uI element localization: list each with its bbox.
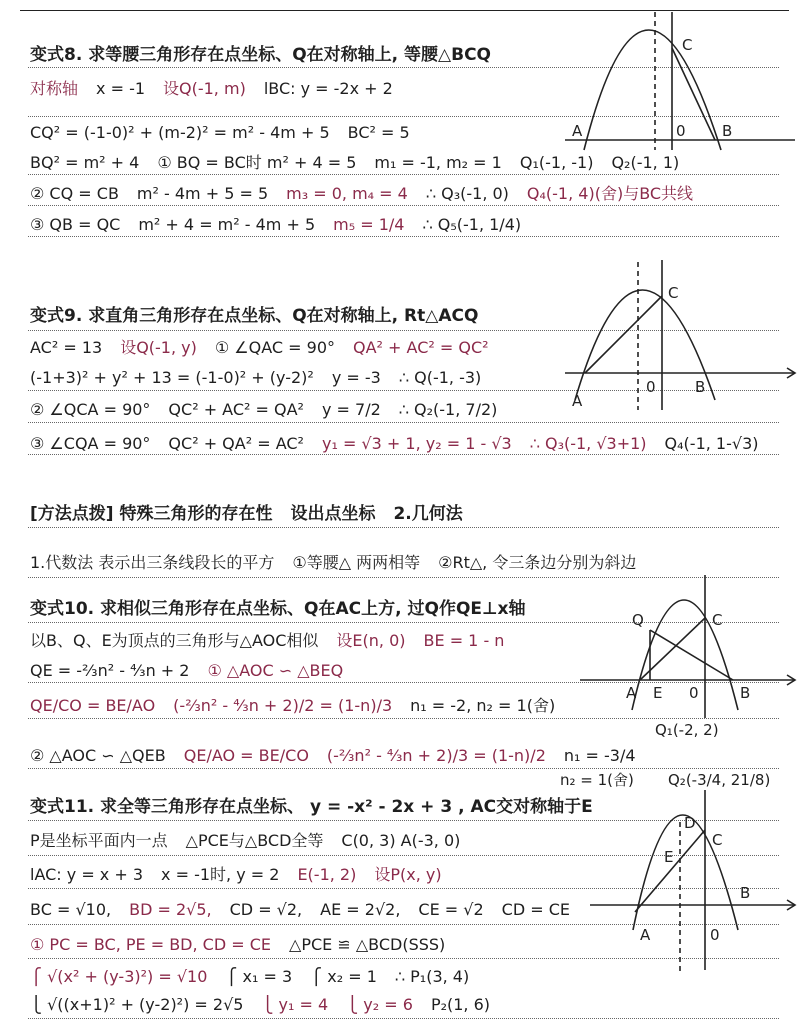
label-d: D <box>684 814 696 832</box>
math-expression: ② △AOC ∽ △QEB <box>30 746 166 765</box>
label-a: A <box>572 122 583 140</box>
math-expression: [方法点拨] 特殊三角形的存在性 <box>30 504 273 524</box>
label-c: C <box>712 831 723 849</box>
math-expression: ① △AOC ∽ △BEQ <box>207 661 344 680</box>
math-expression: △PCE与△BCD全等 <box>185 831 324 850</box>
segment-ac <box>635 830 705 912</box>
segment-qb <box>650 630 733 680</box>
label-e: E <box>653 684 663 702</box>
math-expression: ∴ Q₂(-1, 7/2) <box>398 400 498 419</box>
math-expression: ① BQ = BC时 m² + 4 = 5 <box>157 153 357 172</box>
math-expression: 设Q(-1, y) <box>120 338 197 357</box>
math-expression: △PCE ≌ △BCD(SSS) <box>289 935 446 954</box>
label-a: A <box>640 926 651 944</box>
math-expression: CQ² = (-1-0)² + (m-2)² = m² - 4m + 5 <box>30 123 330 142</box>
label-c: C <box>682 36 693 54</box>
label-b: B <box>722 122 733 140</box>
math-expression: P₂(1, 6) <box>430 995 491 1014</box>
math-expression: 设出点坐标 <box>290 504 376 524</box>
parabola <box>575 290 715 400</box>
math-expression: ∴ P₁(3, 4) <box>394 967 470 986</box>
math-expression: m² - 4m + 5 = 5 <box>136 184 269 203</box>
math-expression: x = -1 <box>96 79 146 98</box>
math-expression: ②Rt△, 令三条边分别为斜边 <box>438 553 637 572</box>
math-expression: m₅ = 1/4 <box>333 215 405 234</box>
math-expression: ∴ Q₅(-1, 1/4) <box>422 215 522 234</box>
label-q: Q <box>632 611 644 629</box>
math-expression: Q₄(-1, 4)(舍)与BC共线 <box>526 184 694 203</box>
math-expression: 设P(x, y) <box>374 865 442 884</box>
math-expression: QA² + AC² = QC² <box>353 338 489 357</box>
math-expression: lAC: y = x + 3 <box>30 865 144 884</box>
math-expression: ① PC = BC, PE = BD, CD = CE <box>30 935 272 954</box>
math-expression: ⎩ y₁ = 4 <box>261 995 329 1014</box>
label-origin: 0 <box>676 122 686 140</box>
math-expression: BQ² = m² + 4 <box>30 153 140 172</box>
math-expression: BC = √10, <box>30 900 112 919</box>
label-a: A <box>626 684 637 702</box>
math-expression: Q₂(-1, 1) <box>611 153 680 172</box>
math-expression: ③ QB = QC <box>30 215 121 234</box>
math-expression: ⎩ y₂ = 6 <box>346 995 413 1014</box>
math-expression: (-⅔n² - ⁴⁄₃n + 2)/2 = (1-n)/3 <box>173 696 393 715</box>
math-expression: P是坐标平面内一点 <box>30 831 168 850</box>
label-a: A <box>572 392 583 410</box>
math-expression: ∴ Q₃(-1, √3+1) <box>529 434 647 453</box>
segment-ac <box>585 296 662 373</box>
math-expression: AC² = 13 <box>30 338 103 357</box>
note-q1: Q₁(-2, 2) <box>655 721 719 739</box>
math-expression: Q₁(-1, -1) <box>519 153 594 172</box>
note-n2: n₂ = 1(舍) <box>560 771 634 789</box>
math-expression: 1.代数法 表示出三条线段长的平方 <box>30 553 275 572</box>
math-expression: CE = √2 <box>418 900 484 919</box>
math-expression: ⎧ √(x² + (y-3)²) = √10 <box>30 967 208 986</box>
label-b: B <box>740 684 751 702</box>
math-expression: m₃ = 0, m₄ = 4 <box>286 184 408 203</box>
math-expression: 设E(n, 0) <box>336 631 406 650</box>
math-expression: QE/CO = BE/AO <box>30 696 156 715</box>
math-expression: QC² + AC² = QA² <box>168 400 304 419</box>
diagram-right-triangle <box>565 260 795 410</box>
math-expression: ② ∠QCA = 90° <box>30 400 151 419</box>
math-expression: n₁ = -2, n₂ = 1(舍) <box>410 696 556 715</box>
math-expression: lBC: y = -2x + 2 <box>263 79 393 98</box>
math-expression: BE = 1 - n <box>423 631 505 650</box>
diagram-similar <box>580 575 795 718</box>
math-expression: y = -3 <box>331 368 381 387</box>
math-expression: (-⅔n² - ⁴⁄₃n + 2)/3 = (1-n)/2 <box>326 746 546 765</box>
math-expression: (-1+3)² + y² + 13 = (-1-0)² + (y-2)² <box>30 368 314 387</box>
math-expression: CD = CE <box>501 900 571 919</box>
math-expression: 2.几何法 <box>393 504 463 524</box>
math-expression: 变式9. 求直角三角形存在点坐标、Q在对称轴上, Rt△ACQ <box>30 306 479 326</box>
math-expression: 以B、Q、E为顶点的三角形与△AOC相似 <box>30 631 319 650</box>
label-e: E <box>664 848 674 866</box>
math-expression: 设Q(-1, m) <box>163 79 246 98</box>
math-expression: y = 7/2 <box>321 400 381 419</box>
label-origin: 0 <box>689 684 699 702</box>
math-expression: ①等腰△ 两两相等 <box>292 553 421 572</box>
math-expression: ③ ∠CQA = 90° <box>30 434 151 453</box>
math-expression: y₁ = √3 + 1, y₂ = 1 - √3 <box>321 434 512 453</box>
label-b: B <box>740 884 751 902</box>
math-expression: ① ∠QAC = 90° <box>214 338 336 357</box>
parabola <box>584 30 721 150</box>
math-expression: AE = 2√2, <box>320 900 401 919</box>
label-origin: 0 <box>710 926 720 944</box>
math-expression: ∴ Q(-1, -3) <box>398 368 482 387</box>
math-expression: n₁ = -3/4 <box>563 746 636 765</box>
math-expression: BD = 2√5, <box>129 900 212 919</box>
math-expression: QE = -⅔n² - ⁴⁄₃n + 2 <box>30 661 190 680</box>
math-expression: 变式10. 求相似三角形存在点坐标、Q在AC上方, 过Q作QE⊥x轴 <box>30 599 526 619</box>
label-b: B <box>695 378 706 396</box>
label-c: C <box>668 284 679 302</box>
math-expression: C(0, 3) A(-3, 0) <box>341 831 461 850</box>
math-expression: ∴ Q₃(-1, 0) <box>425 184 509 203</box>
math-expression: E(-1, 2) <box>297 865 357 884</box>
math-expression: BC² = 5 <box>347 123 410 142</box>
math-expression: 对称轴 <box>30 79 79 98</box>
math-expression: 变式11. 求全等三角形存在点坐标、 y = -x² - 2x + 3 , AC交对称轴于E <box>30 797 593 817</box>
math-expression: QC² + QA² = AC² <box>168 434 304 453</box>
math-expression: Q₄(-1, 1-√3) <box>664 434 759 453</box>
math-expression: ⎧ x₂ = 1 <box>310 967 377 986</box>
note-q2: Q₂(-3/4, 21/8) <box>668 771 771 789</box>
math-expression: m² + 4 = m² - 4m + 5 <box>138 215 316 234</box>
label-c: C <box>712 611 723 629</box>
math-expression: QE/AO = BE/CO <box>183 746 309 765</box>
math-expression: 变式8. 求等腰三角形存在点坐标、Q在对称轴上, 等腰△BCQ <box>30 45 491 65</box>
math-expression: m₁ = -1, m₂ = 1 <box>374 153 502 172</box>
math-expression: CD = √2, <box>229 900 303 919</box>
math-expression: ⎩ √((x+1)² + (y-2)²) = 2√5 <box>30 995 244 1014</box>
label-origin: 0 <box>646 378 656 396</box>
math-expression: ⎧ x₁ = 3 <box>225 967 293 986</box>
math-expression: x = -1时, y = 2 <box>161 865 280 884</box>
math-expression: ② CQ = CB <box>30 184 119 203</box>
